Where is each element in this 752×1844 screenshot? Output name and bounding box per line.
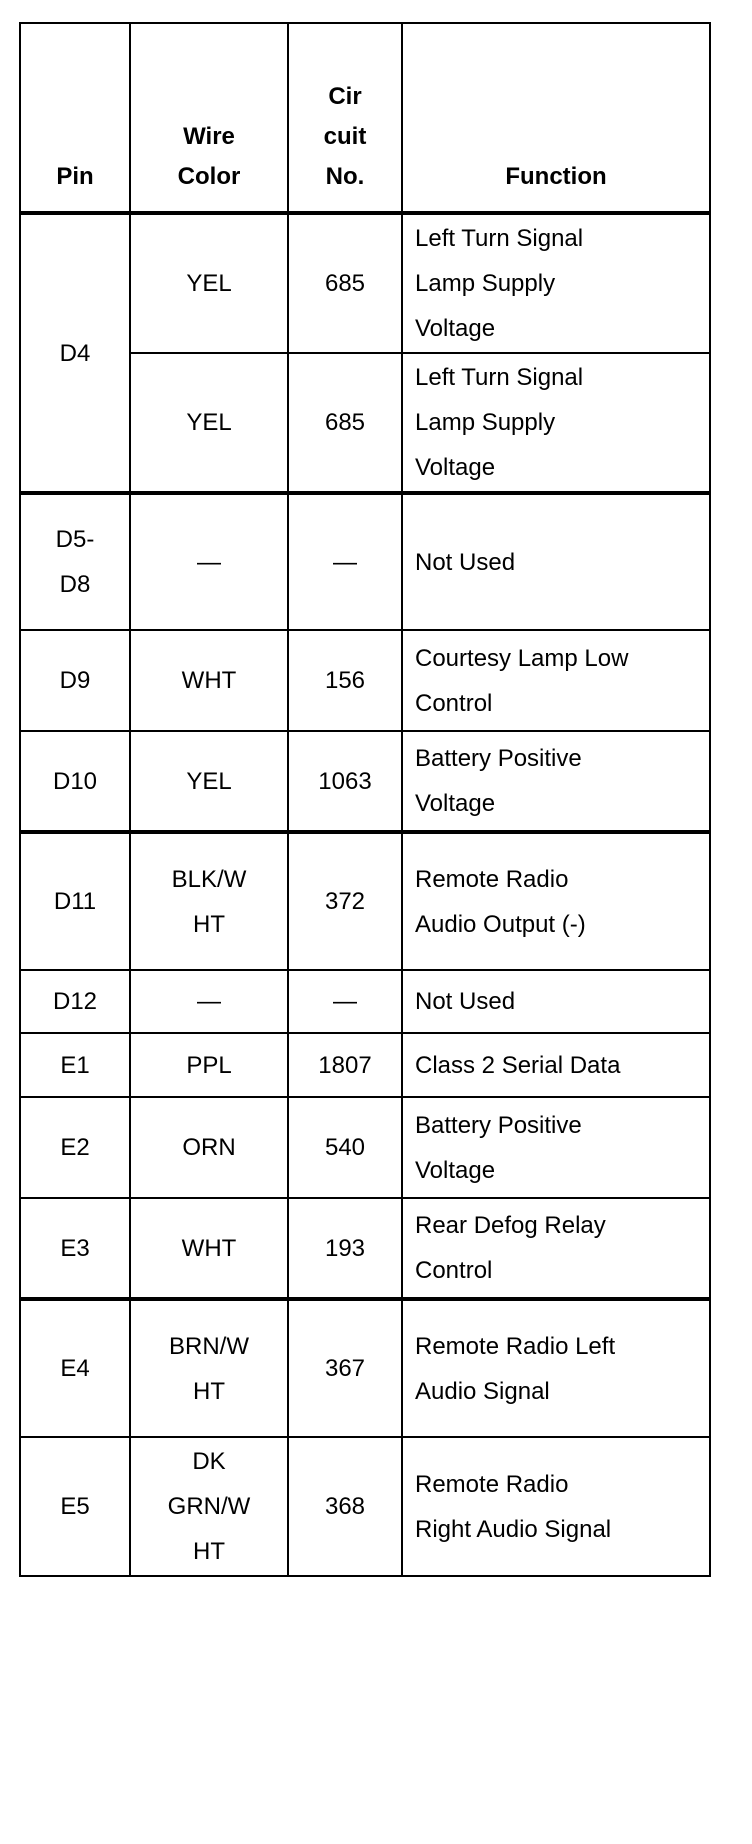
wire-color-cell: ORN [130,1097,288,1198]
wire-color-cell: WHT [130,630,288,731]
wire-color-cell: YEL [130,353,288,493]
wire-color-cell: BLK/W HT [130,832,288,970]
header-row [20,23,710,213]
wire-color-cell: PPL [130,1033,288,1097]
pin-cell: E3 [20,1198,130,1299]
circuit-cell: 372 [288,832,402,970]
table-row-d4-a [20,213,710,353]
connector-pin-table [19,22,711,1577]
wire-color-cell: YEL [130,731,288,832]
table-row-d9 [20,630,710,731]
pin-cell: D4 [20,213,130,493]
table-row-e4 [20,1299,710,1437]
function-cell: Left Turn Signal Lamp Supply Voltage [402,353,710,493]
wire-color-cell: — [130,970,288,1033]
circuit-cell: 156 [288,630,402,731]
pin-cell: D10 [20,731,130,832]
pin-table-container [19,22,711,1577]
function-cell: Battery Positive Voltage [402,1097,710,1198]
pin-cell: D11 [20,832,130,970]
wire-color-cell: YEL [130,213,288,353]
circuit-cell: 193 [288,1198,402,1299]
table-row-d5-d8 [20,493,710,630]
function-cell: Rear Defog Relay Control [402,1198,710,1299]
function-cell: Battery Positive Voltage [402,731,710,832]
wire-color-cell: DK GRN/W HT [130,1437,288,1576]
wire-color-cell: — [130,493,288,630]
pin-cell: D9 [20,630,130,731]
pin-cell: E5 [20,1437,130,1576]
table-row-e2 [20,1097,710,1198]
function-cell: Left Turn Signal Lamp Supply Voltage [402,213,710,353]
header-function: Function [402,23,710,213]
function-cell: Not Used [402,493,710,630]
table-row-d11 [20,832,710,970]
circuit-cell: 685 [288,213,402,353]
wire-color-cell: WHT [130,1198,288,1299]
circuit-cell: 367 [288,1299,402,1437]
function-cell: Remote Radio Right Audio Signal [402,1437,710,1576]
header-pin: Pin [20,23,130,213]
circuit-cell: — [288,970,402,1033]
header-wire-color: Wire Color [130,23,288,213]
function-cell: Class 2 Serial Data [402,1033,710,1097]
pin-cell: D5- D8 [20,493,130,630]
header-circuit-no: Cir cuit No. [288,23,402,213]
table-row-e5 [20,1437,710,1576]
table-row-d12 [20,970,710,1033]
function-cell: Not Used [402,970,710,1033]
function-cell: Remote Radio Left Audio Signal [402,1299,710,1437]
pin-cell: E2 [20,1097,130,1198]
wire-color-cell: BRN/W HT [130,1299,288,1437]
circuit-cell: 1063 [288,731,402,832]
function-cell: Remote Radio Audio Output (-) [402,832,710,970]
table-row-e1 [20,1033,710,1097]
circuit-cell: 685 [288,353,402,493]
function-cell: Courtesy Lamp Low Control [402,630,710,731]
table-row-e3 [20,1198,710,1299]
pin-cell: D12 [20,970,130,1033]
circuit-cell: 540 [288,1097,402,1198]
circuit-cell: — [288,493,402,630]
circuit-cell: 1807 [288,1033,402,1097]
pin-cell: E4 [20,1299,130,1437]
table-row-d10 [20,731,710,832]
pin-cell: E1 [20,1033,130,1097]
circuit-cell: 368 [288,1437,402,1576]
